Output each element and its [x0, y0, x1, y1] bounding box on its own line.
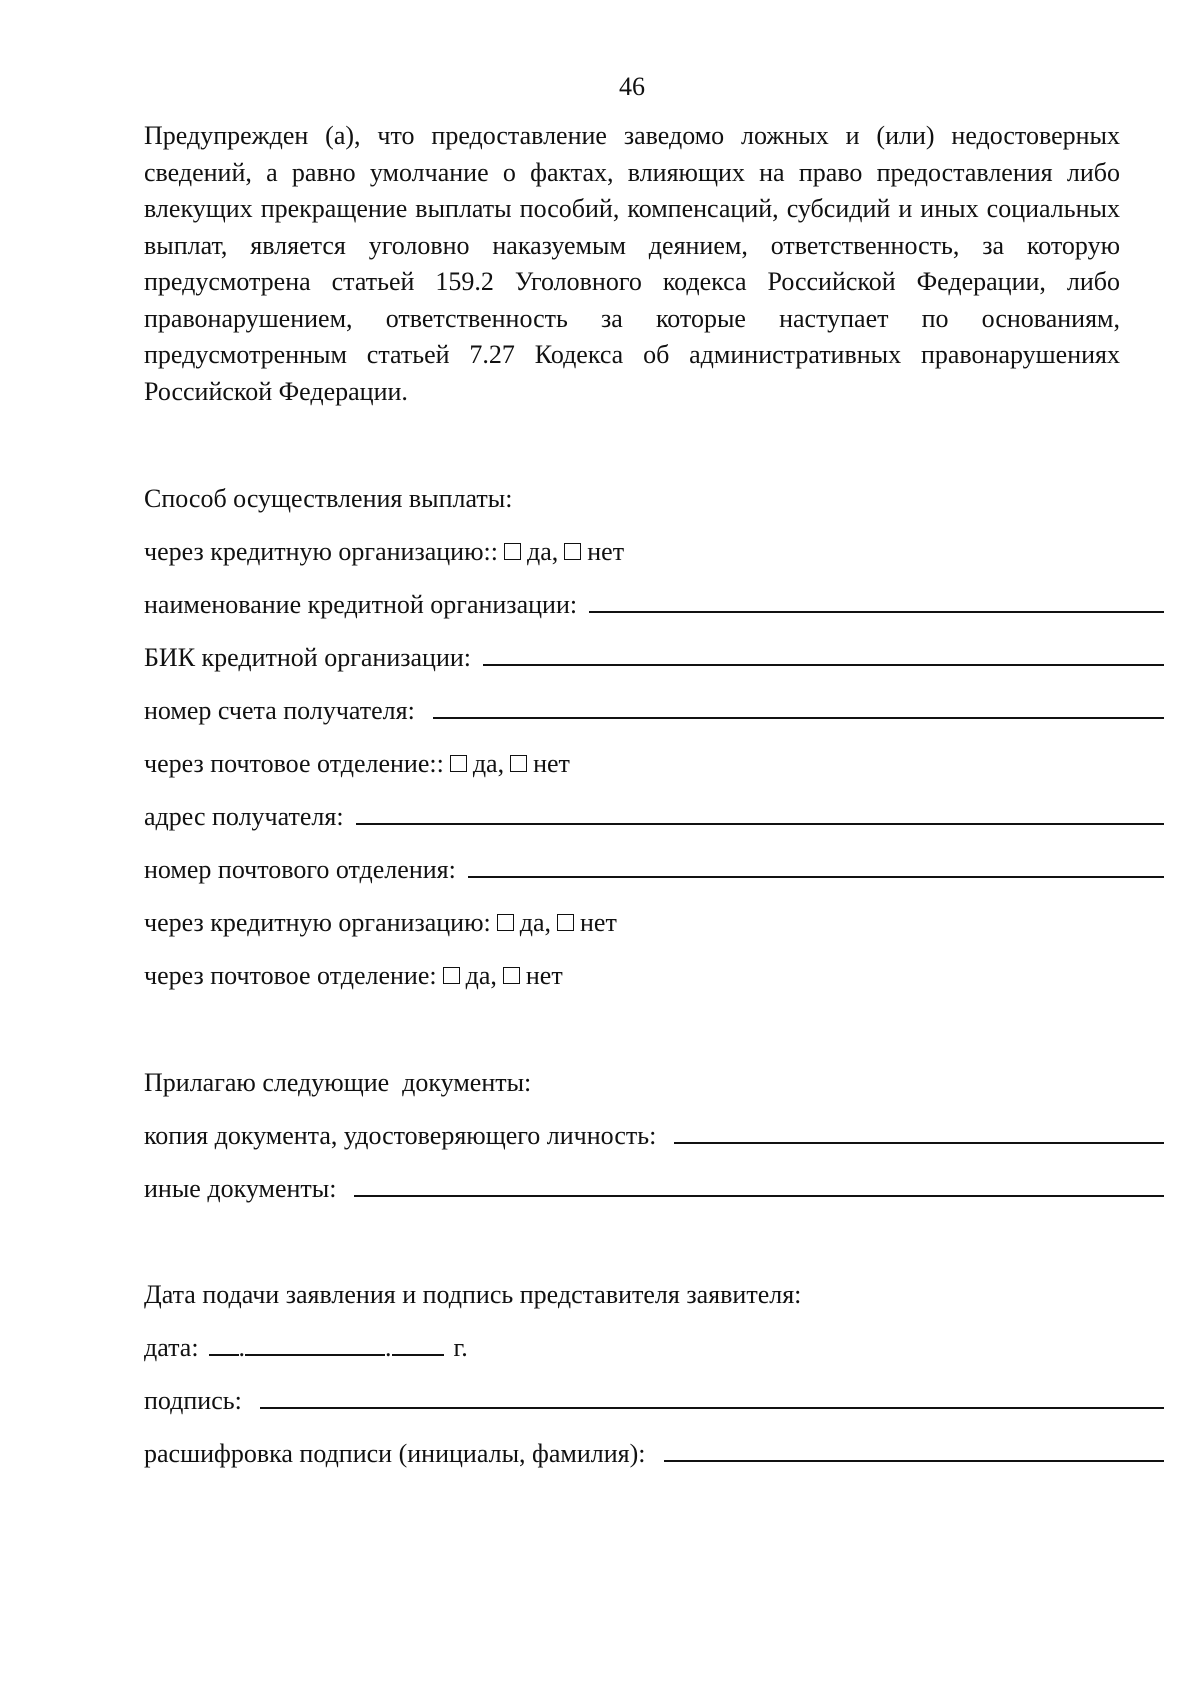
other-docs-field[interactable] [354, 1173, 1164, 1197]
warning-paragraph: Предупрежден (а), что предоставление заведомо ложных и (или) недостоверных сведений, а равно умолчание о фактах, влияющих на право предоставления либо влекущих прекращение выплаты пособий, компенсаций, субсидий и иных социальных выплат, является уголовно наказуемым деянием, ответственность, за которую предусмотрена статьей 159.2 Уголовного кодекса Российской Федерации, либо правонарушением, ответственность за которые наступает по основаниям, предусмотренным статьей 7.27 Кодекса об административных правонарушениях Российской Федерации. [144, 121, 1120, 406]
sign-label: подпись: [144, 1386, 242, 1415]
post-office-yes-checkbox-1[interactable] [450, 755, 467, 772]
year-suffix: г. [453, 1333, 468, 1362]
account-row [144, 694, 1164, 728]
credit-org-choice-2 [144, 906, 1164, 940]
payment-heading-text: Способ осуществления выплаты: [144, 484, 513, 513]
yes-label: да, [526, 537, 559, 566]
bik-field[interactable] [483, 642, 1164, 666]
yes-label: да, [472, 749, 505, 778]
date-label: дата: [144, 1333, 199, 1362]
id-copy-label: копия документа, удостоверяющего личность: [144, 1121, 657, 1150]
documents-heading-text: Прилагаю следующие документы: [144, 1068, 532, 1097]
id-copy-field[interactable] [674, 1120, 1164, 1144]
post-office-no-checkbox-1[interactable] [510, 755, 527, 772]
decode-field[interactable] [664, 1438, 1164, 1462]
date-separator: . [385, 1333, 392, 1362]
id-copy-row [144, 1119, 1164, 1153]
post-office-number-row [144, 853, 1164, 887]
payment-heading [144, 482, 1164, 516]
signature-heading-text: Дата подачи заявления и подпись представителя заявителя: [144, 1280, 802, 1309]
credit-org-label-1: через кредитную организацию:: [144, 537, 498, 566]
date-row [144, 1331, 1164, 1365]
page-number: 46 [619, 72, 645, 101]
recipient-address-field[interactable] [356, 801, 1164, 825]
post-office-choice-2 [144, 959, 1164, 993]
other-docs-row [144, 1172, 1164, 1206]
no-label: нет [533, 749, 570, 778]
credit-org-name-field[interactable] [589, 589, 1164, 613]
post-office-label-2: через почтовое отделение: [144, 961, 437, 990]
other-docs-label: иные документы: [144, 1174, 337, 1203]
credit-org-name-row [144, 588, 1164, 622]
bik-label: БИК кредитной организации: [144, 643, 472, 672]
post-office-no-checkbox-2[interactable] [503, 967, 520, 984]
decode-row [144, 1437, 1164, 1471]
account-field[interactable] [433, 695, 1164, 719]
documents-heading [144, 1066, 1164, 1100]
credit-org-yes-checkbox-1[interactable] [504, 543, 521, 560]
credit-org-no-checkbox-2[interactable] [557, 914, 574, 931]
post-office-choice-1 [144, 747, 1164, 781]
sign-field[interactable] [260, 1385, 1164, 1409]
post-office-label-1: через почтовое отделение:: [144, 749, 444, 778]
bik-row [144, 641, 1164, 675]
post-office-yes-checkbox-2[interactable] [443, 967, 460, 984]
date-separator: . [238, 1333, 246, 1362]
no-label: нет [580, 908, 617, 937]
date-month-field[interactable] [245, 1332, 385, 1356]
account-label: номер счета получателя: [144, 696, 415, 725]
decode-label: расшифровка подписи (инициалы, фамилия): [144, 1439, 646, 1468]
yes-label: да, [465, 961, 497, 990]
signature-heading [144, 1278, 1164, 1312]
credit-org-name-label: наименование кредитной организации: [144, 590, 578, 619]
post-office-number-label: номер почтового отделения: [144, 855, 456, 884]
recipient-address-label: адрес получателя: [144, 802, 344, 831]
credit-org-yes-checkbox-2[interactable] [497, 914, 514, 931]
no-label: нет [587, 537, 625, 566]
credit-org-label-2: через кредитную организацию: [144, 908, 491, 937]
credit-org-no-checkbox-1[interactable] [564, 543, 581, 560]
date-day-field[interactable] [209, 1332, 239, 1356]
yes-label: да, [519, 908, 552, 937]
no-label: нет [525, 961, 563, 990]
recipient-address-row [144, 800, 1164, 834]
sign-row [144, 1384, 1164, 1418]
post-office-number-field[interactable] [468, 854, 1164, 878]
date-year-field[interactable] [392, 1332, 444, 1356]
credit-org-choice-1 [144, 535, 1164, 569]
